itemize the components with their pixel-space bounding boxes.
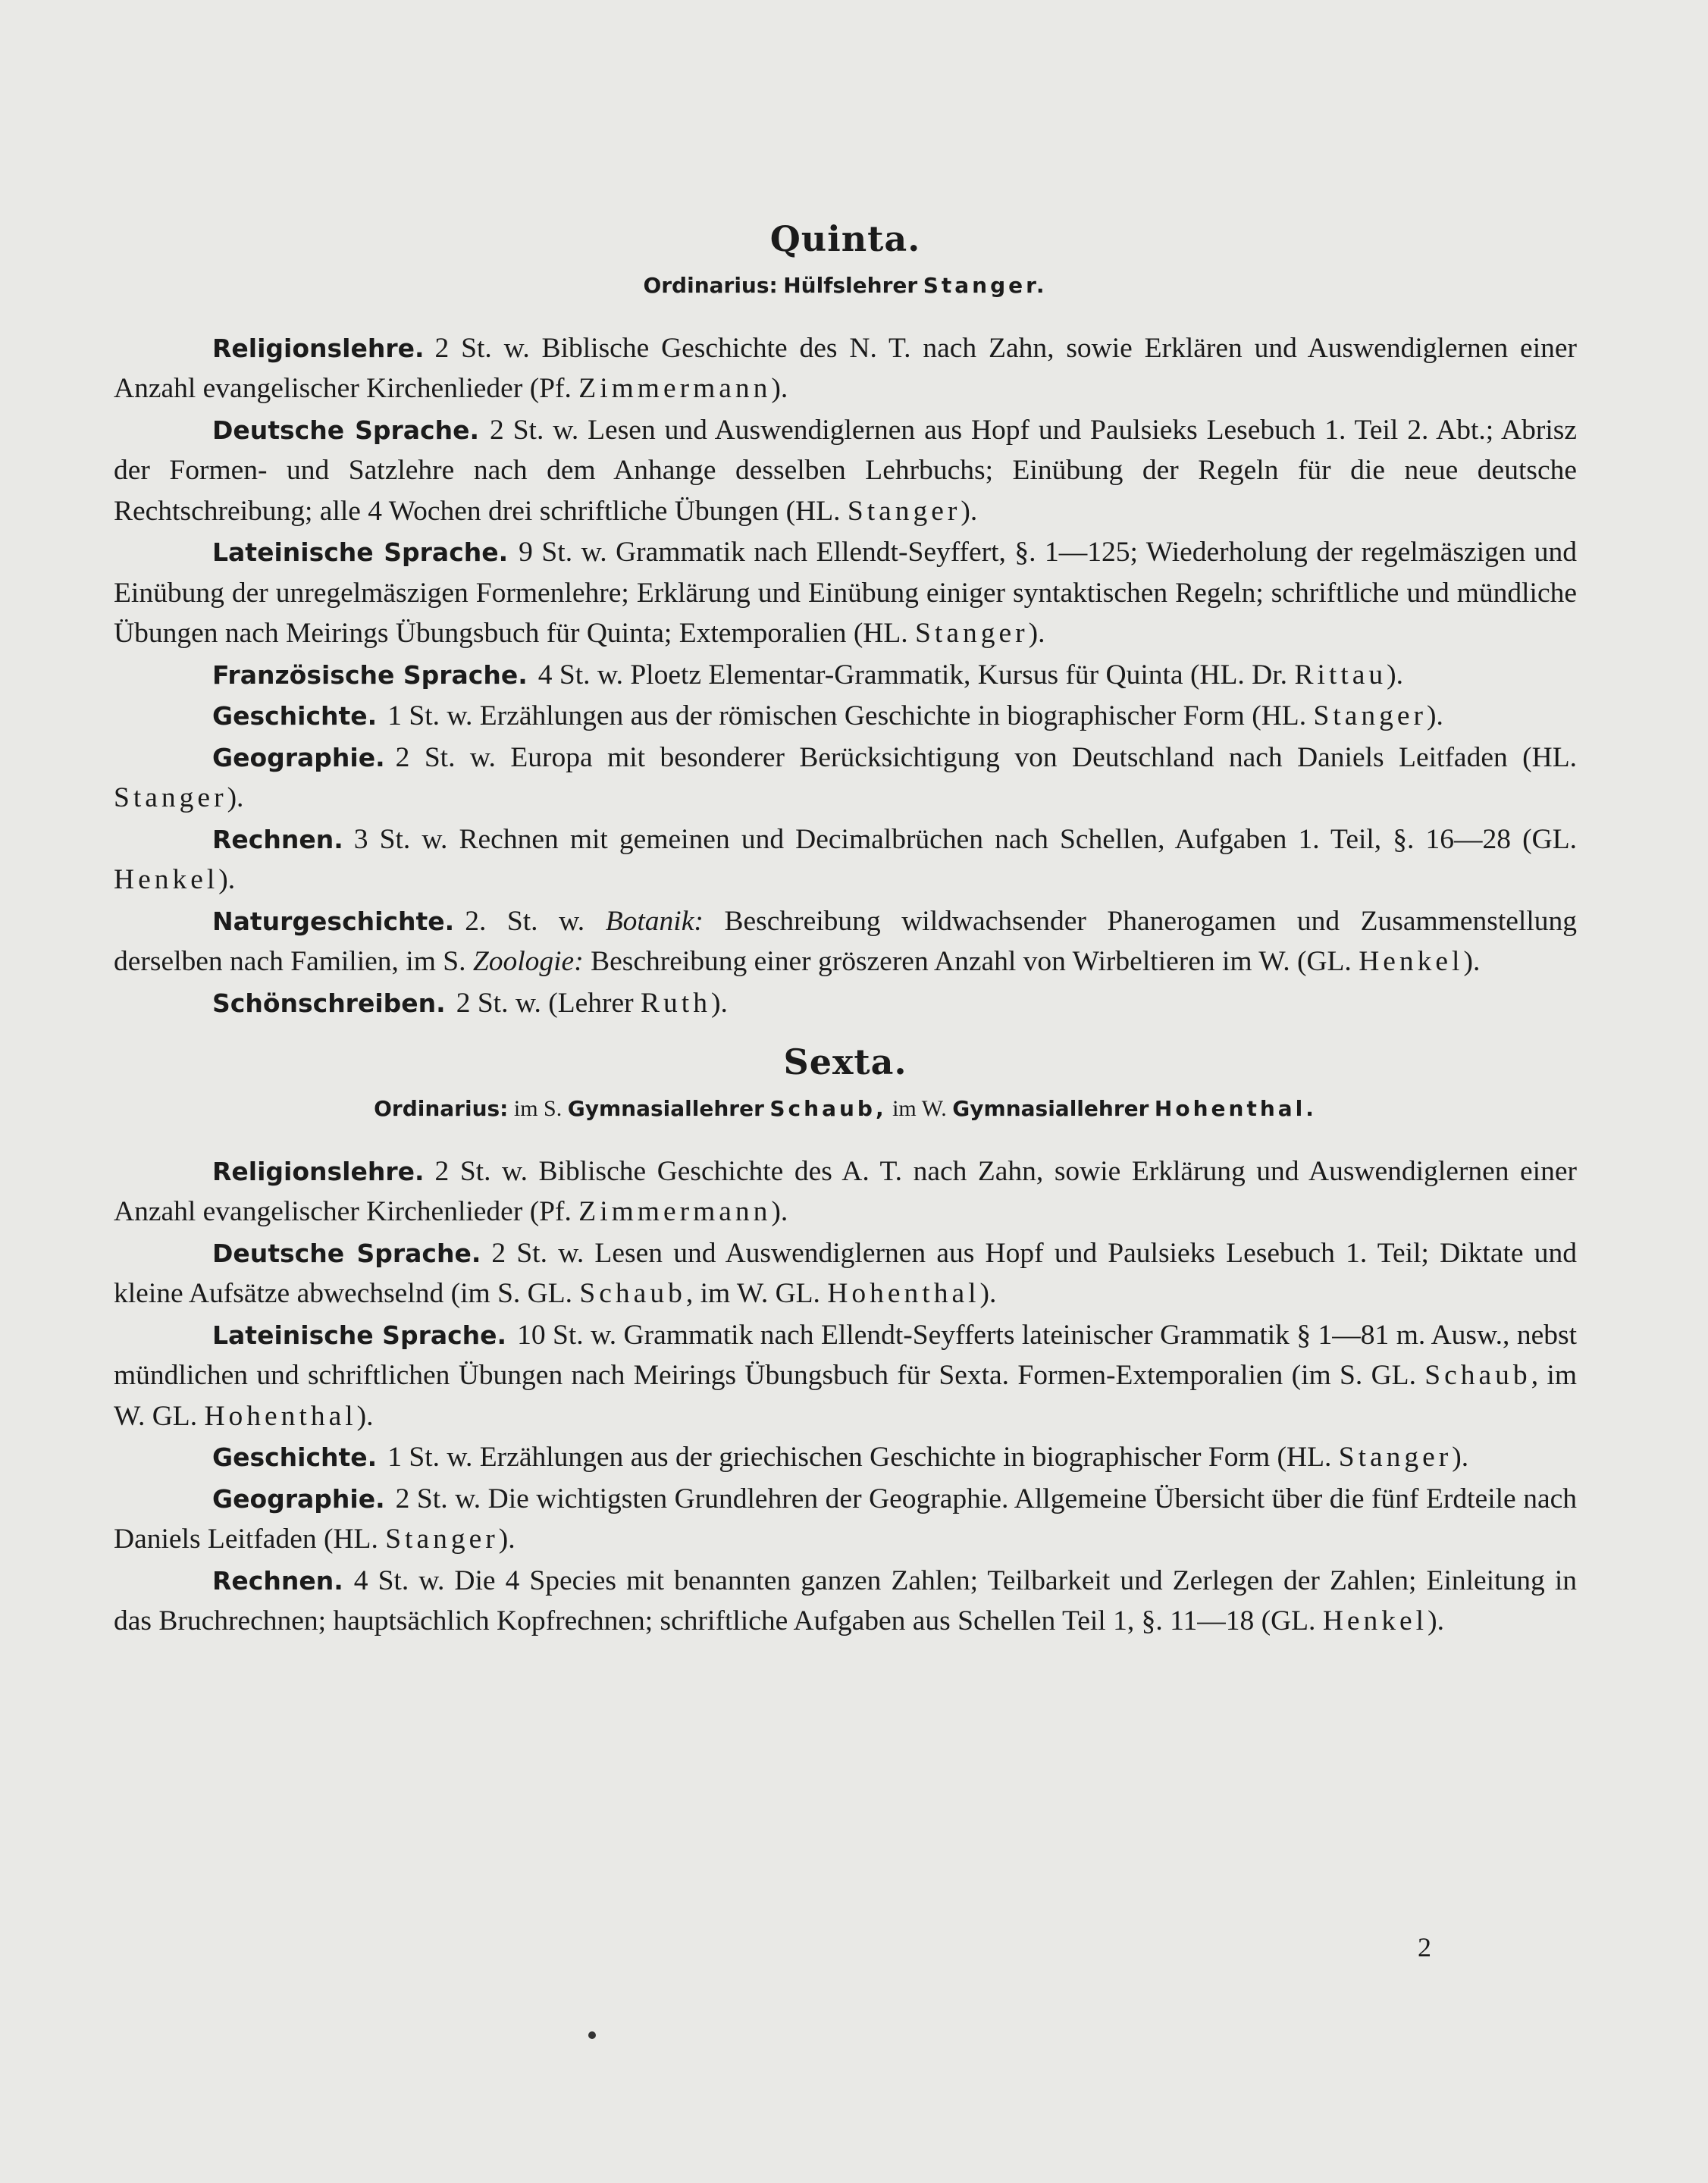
subject-heading: Geographie. bbox=[212, 742, 385, 772]
quinta-penmanship: Schönschreiben. 2 St. w. (Lehrer Ruth). bbox=[212, 987, 728, 1019]
subject-heading: Lateinische Sprache. bbox=[212, 1320, 507, 1350]
teacher-name: Ruth bbox=[641, 987, 711, 1019]
subject-heading: Rechnen. bbox=[212, 1565, 343, 1596]
teacher-name: Zimmermann bbox=[578, 373, 772, 405]
subject-heading: Geographie. bbox=[212, 1483, 385, 1514]
quinta-ordinarius bbox=[114, 272, 1577, 299]
subject-heading: Französische Sprache. bbox=[212, 659, 528, 690]
teacher-name: Stanger bbox=[385, 1524, 499, 1555]
teacher-name: Stanger bbox=[114, 782, 227, 814]
sexta-arithmetic: Rechnen. 4 St. w. Die 4 Species mit benannten ganzen Zahlen; Teilbarkeit und Zerlegen der Zahlen; Einleitung in das Bruchrechnen; hauptsächlich Kopfrechnen; schriftliche Aufgaben aus Schellen Teil 1, §. 11—18 (GL. Henkel). bbox=[114, 1564, 1577, 1637]
print-speck bbox=[588, 2031, 596, 2039]
subject-heading: Rechnen. bbox=[212, 824, 343, 854]
subject-heading: Schönschreiben. bbox=[212, 988, 446, 1018]
sexta-title: Sexta. bbox=[783, 1041, 907, 1083]
subject-text: 3 St. w. Rechnen mit gemeinen und Decimalbrüchen nach Schellen, Aufgaben 1. Teil, §. 16—28 (GL. bbox=[353, 823, 1577, 855]
subject-heading: Religionslehre. bbox=[212, 1156, 425, 1186]
teacher-name: Henkel bbox=[114, 864, 219, 896]
subject-text: 1 St. w. Erzählungen aus der römischen Geschichte in biographischer Form (HL. bbox=[387, 700, 1314, 732]
quinta-religion: Religionslehre. 2 St. w. Biblische Geschichte des N. T. nach Zahn, sowie Erklären und Auswendiglernen einer Anzahl evangelischer Kirchenlieder (Pf. Zimmermann). bbox=[114, 332, 1577, 405]
subject-text: 2 St. w. Biblische Geschichte des A. T. nach Zahn, sowie Erklärung und Auswendiglernen einer Anzahl evangelischer Kirchenlieder (Pf. bbox=[114, 1155, 1577, 1228]
quinta-history: Geschichte. 1 St. w. Erzählungen aus der römischen Geschichte in biographischer Form (HL. Stanger). bbox=[212, 700, 1443, 732]
teacher-name: Stanger bbox=[847, 495, 961, 527]
subject-text: 2 St. w. Biblische Geschichte des N. T. nach Zahn, sowie Erklären und Auswendiglernen einer Anzahl evangelischer Kirchenlieder (Pf. bbox=[114, 332, 1577, 405]
subject-text: 9 St. w. Grammatik nach Ellendt-Seyffert, §. 1—125; Wiederholung der regelmäszigen und Einübung der unregelmäszigen Formenlehre; Erklärung und Einübung einiger syntaktischen Regeln; schriftliche und mündliche Übungen nach Meirings Übungsbuch für Quinta; Extemporalien (HL. bbox=[114, 537, 1577, 650]
sexta-history: Geschichte. 1 St. w. Erzählungen aus der griechischen Geschichte in biographischer Form (HL. Stanger). bbox=[212, 1442, 1469, 1474]
teacher-name: Schaub bbox=[1424, 1360, 1531, 1392]
sexta-german: Deutsche Sprache. 2 St. w. Lesen und Auswendiglernen aus Hopf und Paulsieks Lesebuch 1. Teil; Diktate und kleine Aufsätze abwechselnd (im S. GL. Schaub, im W. GL. Hohenthal). bbox=[114, 1237, 1577, 1310]
teacher-name: Stanger bbox=[1313, 700, 1428, 732]
subject-text: 4 St. w. Die 4 Species mit benannten ganzen Zahlen; Teilbarkeit und Zerlegen der Zahlen; Einleitung in das Bruchrechnen; hauptsächlich Kopfrechnen; schriftliche Aufgaben aus Schellen Teil 1, §. 11—18 (GL. bbox=[114, 1564, 1577, 1637]
ordinarius-name: Stanger. bbox=[923, 272, 1048, 298]
subject-text: 1 St. w. Erzählungen aus der griechischen Geschichte in biographischer Form (HL. bbox=[387, 1442, 1339, 1474]
ordinarius-label: Ordinarius: bbox=[643, 272, 778, 298]
sexta-religion: Religionslehre. 2 St. w. Biblische Geschichte des A. T. nach Zahn, sowie Erklärung und Auswendiglernen einer Anzahl evangelischer Kirchenlieder (Pf. Zimmermann). bbox=[114, 1155, 1577, 1228]
quinta-german: Deutsche Sprache. 2 St. w. Lesen und Auswendiglernen aus Hopf und Paulsieks Lesebuch 1. Teil 2. Abt.; Abrisz der Formen- und Satzlehre nach dem Anhange desselben Lehrbuchs; Einübung der Regeln für die neue deutsche Rechtschreibung; alle 4 Wochen drei schriftliche Übungen (HL. Stanger). bbox=[114, 414, 1578, 527]
sexta-ordinarius: Ordinarius: im S. Gymnasiallehrer Schaub, im W. Gymnasiallehrer Hohenthal. bbox=[374, 1095, 1317, 1121]
quinta-natural-history: Naturgeschichte. 2. St. w. Botanik: Beschreibung wildwachsender Phanerogamen und Zusammenstellung derselben nach Familien, im S. Zoologie: Beschreibung einer gröszeren Anzahl von Wirbeltieren im W. (GL. Henkel). bbox=[114, 905, 1578, 978]
sexta-latin: Lateinische Sprache. 10 St. w. Grammatik nach Ellendt-Seyfferts lateinischer Grammatik § 1—81 m. Ausw., nebst mündlichen und schriftlichen Übungen nach Meirings Übungsbuch für Sexta. Formen-Extemporalien (im S. GL. Schaub, im W. GL. Hohenthal). bbox=[114, 1319, 1577, 1432]
teacher-name: Henkel bbox=[1359, 946, 1464, 978]
quinta-arithmetic: Rechnen. 3 St. w. Rechnen mit gemeinen und Decimalbrüchen nach Schellen, Aufgaben 1. Teil, §. 16—28 (GL. Henkel). bbox=[114, 823, 1577, 896]
subject-heading: Religionslehre. bbox=[212, 333, 425, 363]
subject-heading: Lateinische Sprache. bbox=[212, 537, 509, 568]
italic-term: Botanik: bbox=[605, 905, 704, 937]
document-page bbox=[114, 220, 1577, 1643]
subject-heading: Naturgeschichte. bbox=[212, 906, 455, 936]
subject-text: 2 St. w. Lesen und Auswendiglernen aus Hopf und Paulsieks Lesebuch 1. Teil 2. Abt.; Abrisz der Formen- und Satzlehre nach dem Anhange desselben Lehrbuchs; Einübung der Regeln für die neue deutsche Rechtschreibung; alle 4 Wochen drei schriftliche Übungen (HL. bbox=[114, 414, 1578, 527]
teacher-name: Hohenthal bbox=[204, 1400, 357, 1432]
subject-text: 4 St. w. Ploetz Elementar-Grammatik, Kursus für Quinta (HL. Dr. bbox=[537, 659, 1295, 691]
teacher-name: Rittau bbox=[1294, 659, 1387, 691]
subject-heading: Deutsche Sprache. bbox=[212, 415, 480, 445]
subject-text: 2 St. w. Europa mit besonderer Berücksichtigung von Deutschland nach Daniels Leitfaden (HL. bbox=[395, 741, 1577, 773]
ordinarius-role: Gymnasiallehrer bbox=[567, 1095, 764, 1121]
quinta-geography: Geographie. 2 St. w. Europa mit besonderer Berücksichtigung von Deutschland nach Daniels Leitfaden (HL. Stanger). bbox=[114, 741, 1577, 814]
teacher-name: Schaub bbox=[579, 1278, 686, 1310]
subject-heading: Geschichte. bbox=[212, 701, 378, 731]
subject-heading: Geschichte. bbox=[212, 1442, 378, 1473]
subject-heading: Deutsche Sprache. bbox=[212, 1238, 481, 1268]
quinta-french: Französische Sprache. 4 St. w. Ploetz Elementar-Grammatik, Kursus für Quinta (HL. Dr. Rittau). bbox=[212, 659, 1403, 691]
ordinarius-name: Schaub, bbox=[769, 1095, 887, 1121]
teacher-name: Stanger bbox=[915, 618, 1029, 650]
teacher-name: Hohenthal bbox=[827, 1278, 980, 1310]
teacher-name: Henkel bbox=[1322, 1605, 1428, 1637]
quinta-latin: Lateinische Sprache. 9 St. w. Grammatik nach Ellendt-Seyffert, §. 1—125; Wiederholung der regelmäszigen und Einübung der unregelmäszigen Formenlehre; Erklärung und Einübung einiger syntaktischen Regeln; schriftliche und mündliche Übungen nach Meirings Übungsbuch für Quinta; Extemporalien (HL. Stanger). bbox=[114, 537, 1577, 650]
subject-text: 2 St. w. Die wichtigsten Grundlehren der Geographie. Allgemeine Übersicht über die fünf Erdteile nach Daniels Leitfaden (HL. bbox=[114, 1483, 1577, 1555]
page-number: 2 bbox=[1418, 1932, 1431, 1962]
ordinarius-label: Ordinarius: bbox=[374, 1095, 509, 1121]
subject-text: 2 St. w. (Lehrer bbox=[456, 987, 641, 1019]
italic-term: Zoologie: bbox=[472, 946, 584, 978]
sexta-geography: Geographie. 2 St. w. Die wichtigsten Grundlehren der Geographie. Allgemeine Übersicht über die fünf Erdteile nach Daniels Leitfaden (HL. Stanger). bbox=[114, 1483, 1577, 1555]
ordinarius-role: Gymnasiallehrer bbox=[952, 1095, 1149, 1121]
teacher-name: Zimmermann bbox=[578, 1196, 772, 1228]
ordinarius-name: Hohenthal. bbox=[1154, 1095, 1317, 1121]
teacher-name: Stanger bbox=[1338, 1442, 1453, 1474]
ordinarius-role: Hülfslehrer bbox=[783, 272, 918, 298]
quinta-title: Quinta. bbox=[769, 218, 921, 259]
